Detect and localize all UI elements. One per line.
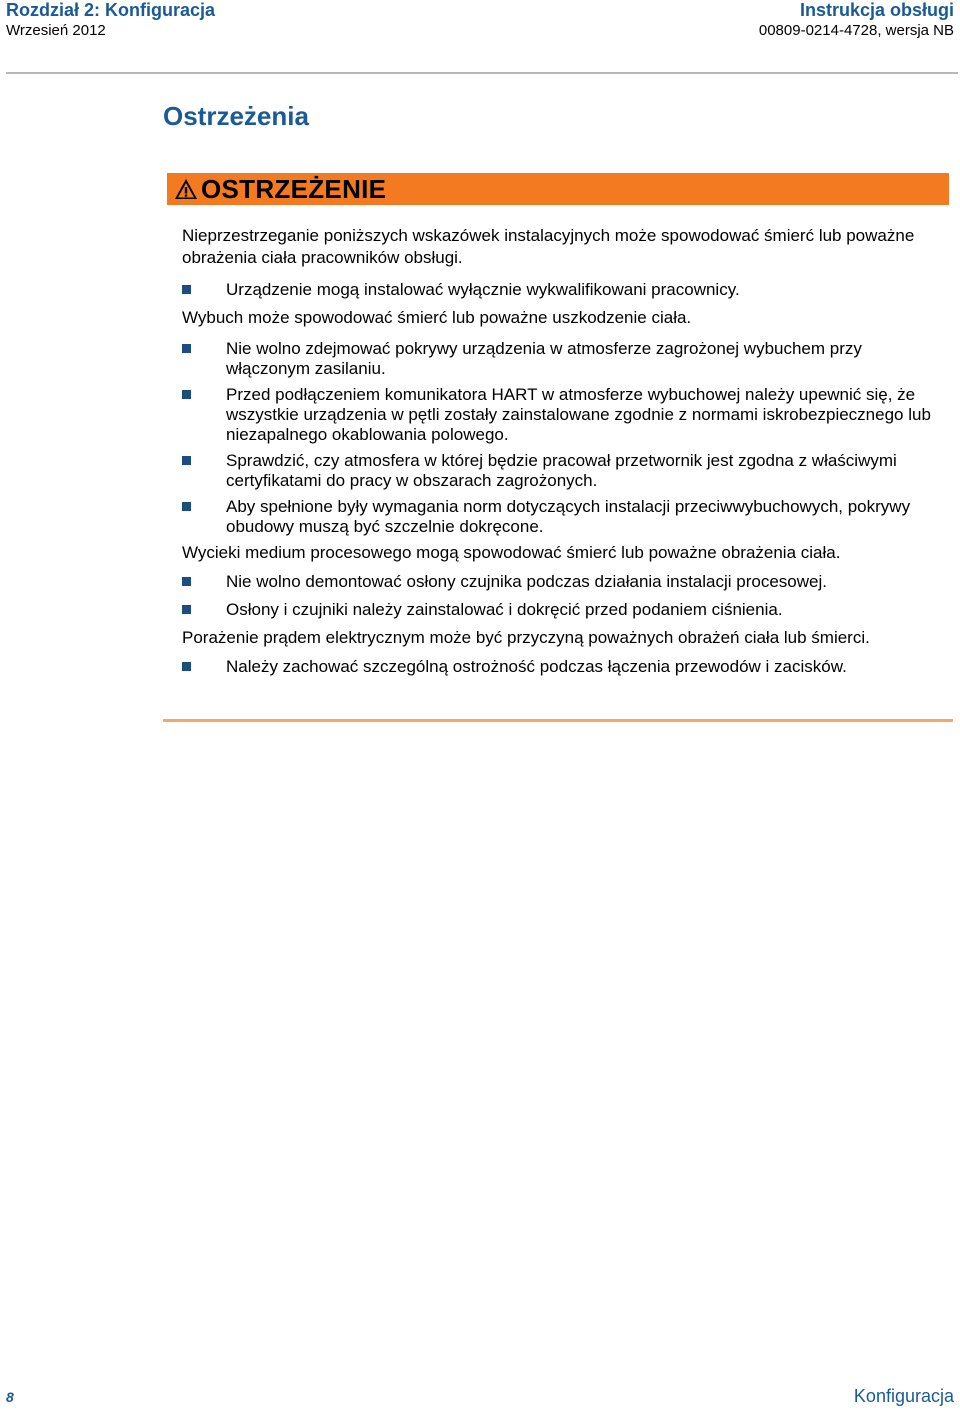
warning-title: OSTRZEŻENIE — [201, 174, 387, 204]
bullet-item — [182, 339, 948, 379]
bullet-item — [182, 572, 948, 592]
bullet-item — [182, 600, 948, 620]
bullet-square-icon — [182, 344, 191, 353]
chapter-title: Rozdział 2: Konfiguracja — [6, 0, 216, 20]
bullet-text: Nie wolno zdejmować pokrywy urządzenia w atmosferze zagrożonej wybuchem przy włączonym zasilaniu. — [226, 339, 862, 378]
document-title: Instrukcja obsługi — [799, 0, 954, 20]
publication-date: Wrzesień 2012 — [6, 22, 106, 39]
bullet-text: Osłony i czujniki należy zainstalować i dokręcić przed podaniem ciśnienia. — [226, 600, 783, 619]
warning-paragraph: Nieprzestrzeganie poniższych wskazówek instalacyjnych może spowodować śmierć lub poważne obrażenia ciała pracowników obsługi. — [182, 226, 915, 267]
warning-content — [182, 225, 948, 677]
warning-paragraph: Porażenie prądem elektrycznym może być przyczyną poważnych obrażeń ciała lub śmierci. — [182, 628, 870, 647]
warning-triangle-icon — [174, 178, 198, 200]
bullet-text: Sprawdzić, czy atmosfera w której będzie pracował przetwornik jest zgodna z właściwymi certyfikatami do pracy w obszarach zagrożonych. — [226, 451, 897, 490]
document-number: 00809-0214-4728, wersja NB — [758, 22, 954, 39]
bullet-text: Aby spełnione były wymagania norm dotyczących instalacji przeciwwybuchowych, pokrywy obudowy muszą być szczelnie dokręcone. — [226, 497, 911, 536]
bullet-square-icon — [182, 285, 191, 294]
bullet-square-icon — [182, 456, 191, 465]
bullet-text: Przed podłączeniem komunikatora HART w atmosferze wybuchowej należy upewnić się, że wszystkie urządzenia w pętli zostały zainstalowane zgodnie z normami iskrobezpiecznego lub niezapalnego okablowania polowego. — [226, 385, 931, 444]
warning-paragraph: Wycieki medium procesowego mogą spowodować śmierć lub poważne obrażenia ciała. — [182, 543, 841, 562]
warning-banner — [167, 173, 949, 205]
bullet-text: Należy zachować szczególną ostrożność podczas łączenia przewodów i zacisków. — [226, 657, 847, 676]
bullet-text: Urządzenie mogą instalować wyłącznie wykwalifikowani pracownicy. — [226, 280, 740, 299]
warning-paragraph: Wybuch może spowodować śmierć lub poważne uszkodzenie ciała. — [182, 308, 692, 327]
header-divider — [6, 72, 958, 74]
bullet-item — [182, 385, 948, 445]
bullet-item — [182, 451, 948, 491]
section-title: Ostrzeżenia — [163, 101, 309, 131]
bullet-text: Nie wolno demontować osłony czujnika podczas działania instalacji procesowej. — [226, 572, 827, 591]
page-number: 8 — [6, 1389, 14, 1405]
bullet-square-icon — [182, 662, 191, 671]
bullet-item — [182, 657, 948, 677]
footer-section-name: Konfiguracja — [853, 1386, 954, 1406]
bullet-square-icon — [182, 605, 191, 614]
bullet-item — [182, 497, 948, 537]
bullet-item — [182, 280, 948, 300]
warning-bottom-divider — [163, 719, 953, 722]
bullet-square-icon — [182, 502, 191, 511]
bullet-square-icon — [182, 577, 191, 586]
bullet-square-icon — [182, 390, 191, 399]
